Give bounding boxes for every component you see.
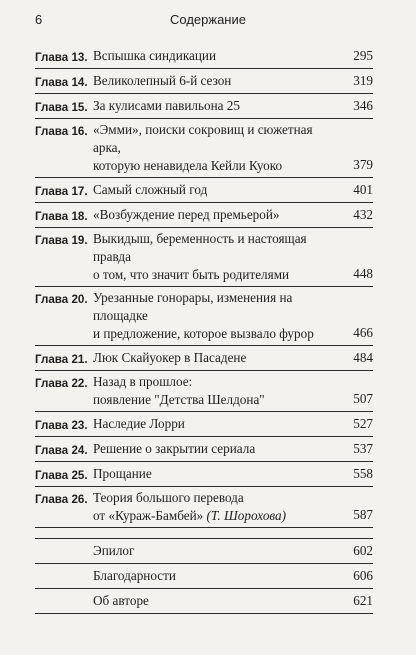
page-number: 6 <box>35 12 43 27</box>
toc-entry-chapter-26[interactable] <box>35 487 373 528</box>
back-matter-page: 621 <box>353 593 373 608</box>
toc-entry-chapter-23[interactable] <box>35 412 373 437</box>
chapter-page: 401 <box>353 182 373 197</box>
chapter-title-line: «Эмми», поиски сокровищ и сюжетная арка, <box>93 122 313 155</box>
chapter-label: Глава 16. <box>35 125 88 138</box>
back-matter-page: 602 <box>353 543 373 558</box>
chapter-page: 295 <box>353 48 373 63</box>
chapter-label: Глава 21. <box>35 353 88 366</box>
toc-entry-chapter-16[interactable] <box>35 119 373 178</box>
back-matter-page: 606 <box>353 568 373 583</box>
chapter-label: Глава 15. <box>35 101 88 114</box>
toc-entry-chapter-13[interactable] <box>35 44 373 69</box>
toc-entry-epilogue[interactable] <box>35 539 373 564</box>
section-gap <box>35 528 373 539</box>
toc-entry-chapter-22[interactable] <box>35 371 373 412</box>
chapter-page: 537 <box>353 441 373 456</box>
chapter-title-line: Назад в прошлое: <box>93 374 193 389</box>
chapter-title: Прощание <box>93 466 152 481</box>
back-matter-title: Об авторе <box>93 593 149 608</box>
chapter-title-line: Выкидыш, беременность и настоящая правда <box>93 231 307 264</box>
chapter-title: «Возбуждение перед премьерой» <box>93 207 280 222</box>
chapter-title: Вспышка синдикации <box>93 48 217 63</box>
chapter-label: Глава 22. <box>35 377 88 390</box>
chapter-title: Люк Скайуокер в Пасадене <box>93 350 247 365</box>
chapter-title: Самый сложный год <box>93 182 208 197</box>
chapter-title-text: от «Кураж-Бамбей» <box>93 508 204 523</box>
chapter-title-line: Теория большого перевода <box>93 490 244 505</box>
toc-entry-chapter-15[interactable] <box>35 94 373 119</box>
chapter-title: Наследие Лорри <box>93 416 185 431</box>
chapter-title-line <box>93 507 333 525</box>
chapter-title: За кулисами павильона 25 <box>93 98 240 113</box>
toc-entry-chapter-20[interactable] <box>35 287 373 346</box>
chapter-label: Глава 23. <box>35 419 88 432</box>
chapter-page: 587 <box>353 507 373 522</box>
translator-note: (Т. Шорохова) <box>206 508 287 523</box>
chapter-page: 527 <box>353 416 373 431</box>
chapter-label: Глава 14. <box>35 76 88 89</box>
chapter-page: 319 <box>353 73 373 88</box>
chapter-label: Глава 24. <box>35 444 88 457</box>
chapter-page: 558 <box>353 466 373 481</box>
toc-entry-chapter-17[interactable] <box>35 178 373 203</box>
chapter-label: Глава 25. <box>35 469 88 482</box>
back-matter-title: Благодарности <box>93 568 176 583</box>
chapter-label: Глава 18. <box>35 210 88 223</box>
chapter-label: Глава 26. <box>35 493 88 506</box>
chapter-label: Глава 20. <box>35 293 88 306</box>
toc-entry-chapter-21[interactable] <box>35 346 373 371</box>
chapter-title-line: появление "Детства Шелдона" <box>93 392 265 407</box>
toc-entry-chapter-24[interactable] <box>35 437 373 462</box>
chapter-page: 432 <box>353 207 373 222</box>
chapter-title: Решение о закрытии сериала <box>93 441 256 456</box>
chapter-page: 507 <box>353 391 373 406</box>
chapter-page: 466 <box>353 325 373 340</box>
running-title: Содержание <box>170 12 246 27</box>
chapter-page: 484 <box>353 350 373 365</box>
toc-entry-chapter-25[interactable] <box>35 462 373 487</box>
chapter-title-line: и предложение, которое вызвало фурор <box>93 326 314 341</box>
back-matter-title: Эпилог <box>93 543 135 558</box>
chapter-page: 379 <box>353 157 373 172</box>
chapter-label: Глава 13. <box>35 51 88 64</box>
chapter-page: 448 <box>353 266 373 281</box>
table-of-contents <box>35 44 373 614</box>
chapter-title: Великолепный 6-й сезон <box>93 73 232 88</box>
toc-entry-chapter-14[interactable] <box>35 69 373 94</box>
chapter-label: Глава 19. <box>35 234 88 247</box>
chapter-title-line: которую ненавидела Кейли Куоко <box>93 158 283 173</box>
chapter-label: Глава 17. <box>35 185 88 198</box>
chapter-title-line: о том, что значит быть родителями <box>93 267 290 282</box>
toc-entry-chapter-18[interactable] <box>35 203 373 228</box>
page-header <box>35 8 381 28</box>
toc-entry-about-author[interactable] <box>35 589 373 614</box>
toc-entry-acknowledgements[interactable] <box>35 564 373 589</box>
toc-entry-chapter-19[interactable] <box>35 228 373 287</box>
chapter-page: 346 <box>353 98 373 113</box>
chapter-title-line: Урезанные гонорары, изменения на площадке <box>93 290 293 323</box>
